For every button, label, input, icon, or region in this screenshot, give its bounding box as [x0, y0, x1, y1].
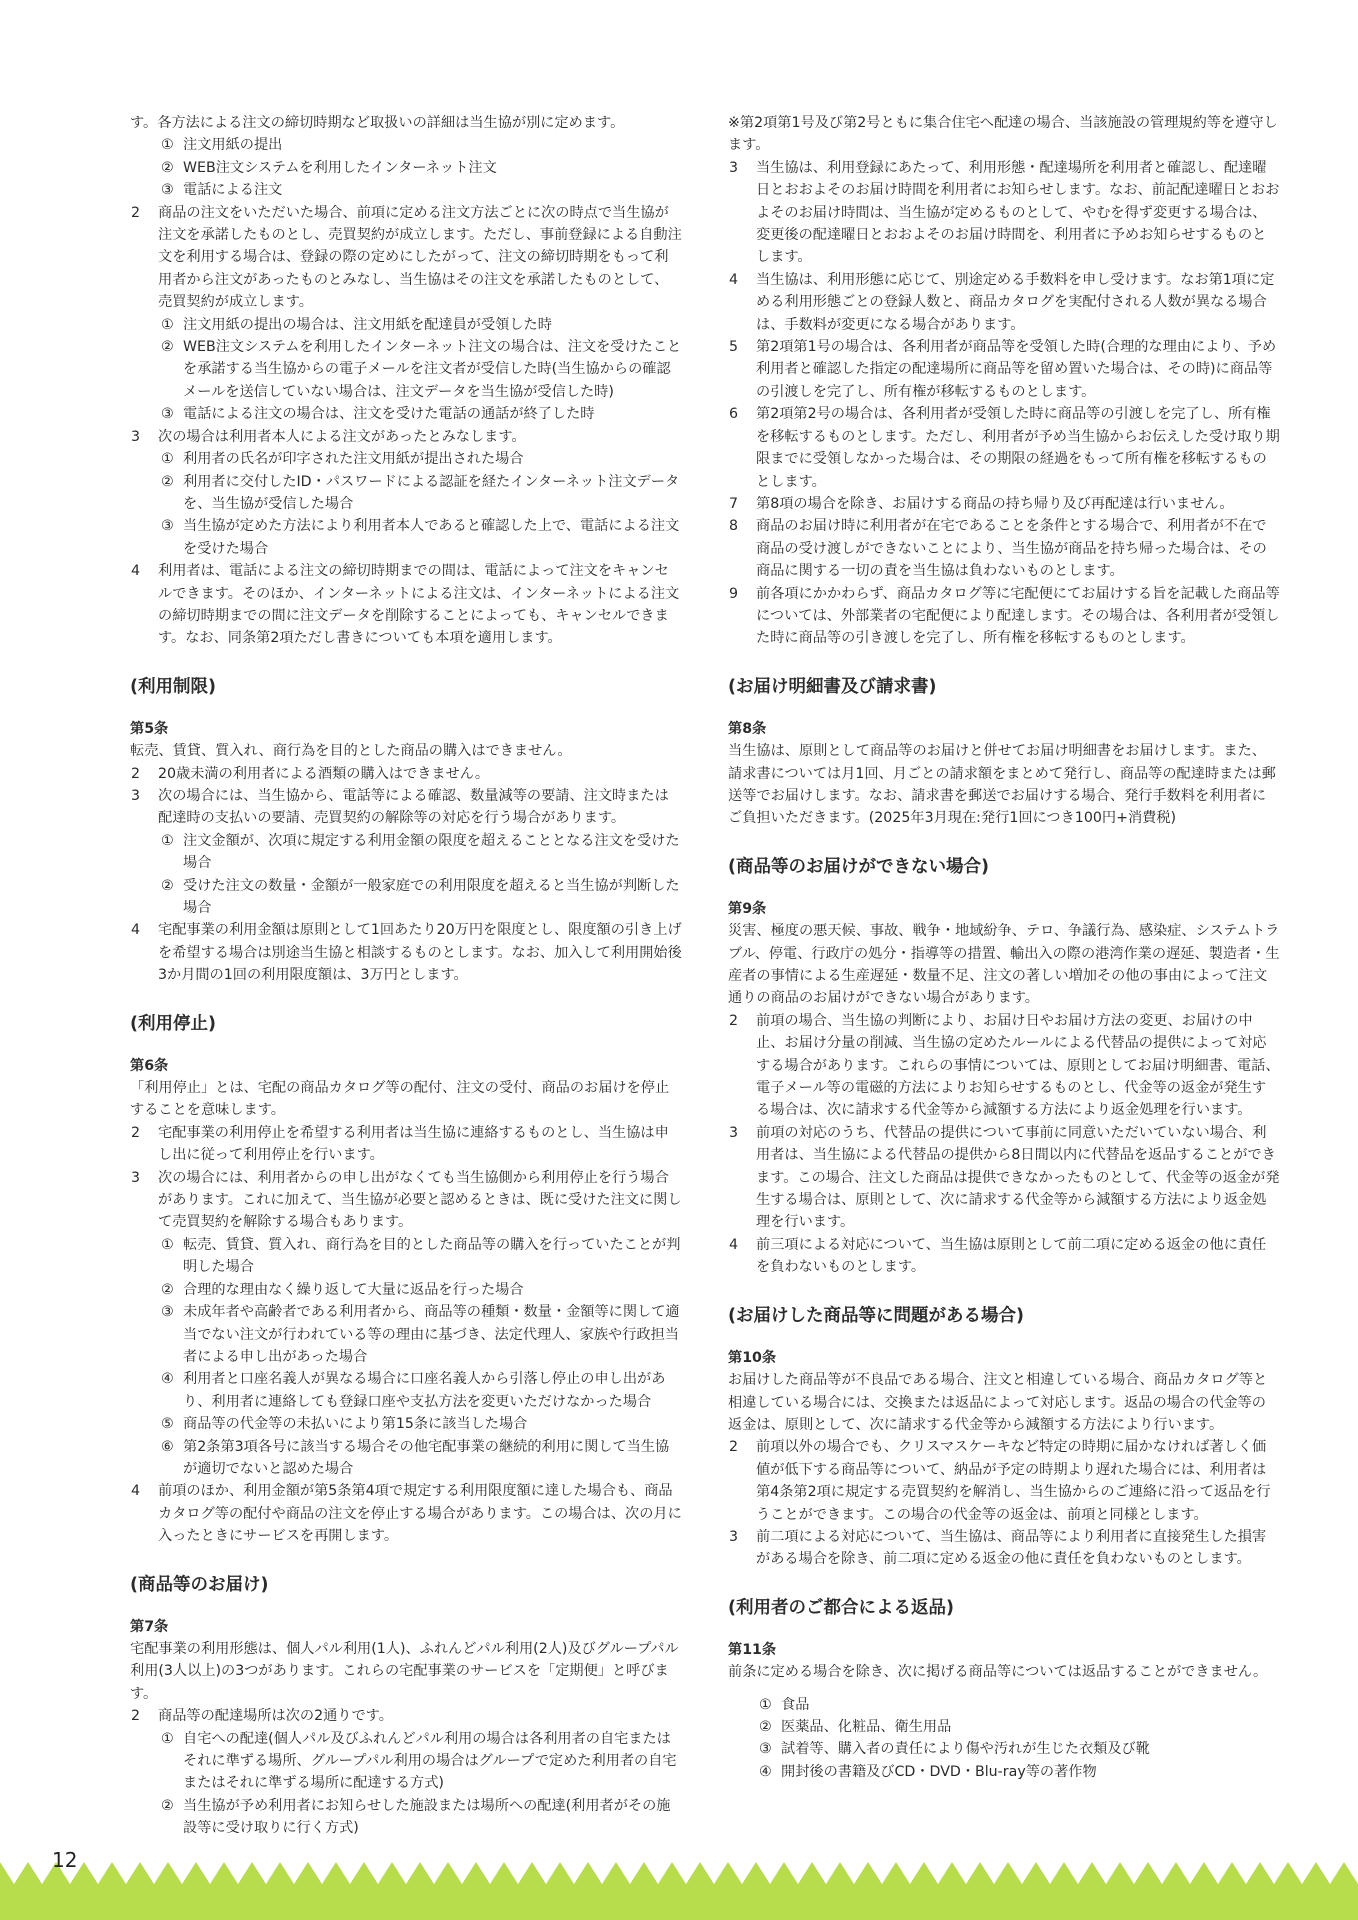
section-heading: (お届けした商品等に問題がある場合)	[728, 1305, 1024, 1326]
spacer	[728, 1684, 1280, 1694]
zigzag-shape	[0, 1862, 1358, 1920]
clause: 3 前二項による対応について、当生協は、商品等により利用者に直接発生した損害がある場合を除き、前二項に定める返金の他に責任を負わないものとします。	[729, 1528, 1267, 1568]
clause: 3 前項の対応のうち、代替品の提供について事前に同意いただいていない場合、利用者は、当生協による代替品の提供から8日間以内に代替品を返品することができます。この場合、注文した商品は提供できなかったものとして、代金等の返金が発生する場合は、原則として、次に請求する代金等から減額する方法により返金処理を行います。	[729, 1124, 1280, 1231]
clause: 4 利用者は、電話による注文の締切時期までの間は、電話によって注文をキャンセルできます。そのほか、インターネットによる注文は、インターネットによる注文の締切時期までの間に注文データを削除することによっても、キャンセルできます。なお、同条第2項ただし書きについても本項を適用します。	[131, 563, 680, 647]
right-column	[728, 112, 1280, 1783]
clause: 5 第2項第1号の場合は、各利用者が商品等を受領した時(合理的な理由により、予め利用者と確認した指定の配達場所に商品等を留め置いた場合は、その時)に商品等の引渡しを完了し、所有権が移転するものとします。	[729, 339, 1277, 400]
section-heading: (利用者のご都合による返品)	[728, 1597, 954, 1618]
clause: 4 前三項による対応について、当生協は原則として前二項に定める返金の他に責任を負わないものとします。	[729, 1236, 1267, 1276]
clause: 8 商品のお届け時に利用者が在宅であることを条件とする場合で、利用者が不在で商品の受け渡しができないことにより、当生協が商品を持ち帰った場合は、その商品に関する一切の責を当生協は負わないものとします。	[729, 518, 1267, 580]
section-heading: (利用停止)	[130, 1013, 216, 1034]
article-body: 災害、極度の悪天候、事故、戦争・地域紛争、テロ、争議行為、感染症、システムトラブル、停電、行政庁の処分・指導等の措置、輸出入の際の港湾作業の遅延、製造者・生産者の事情による生産遅延・数量不足、注文の著しい増加その他の事由によって注文通りの商品のお届けができない場合があります。	[728, 923, 1280, 1007]
article-body: 転売、賃貸、質入れ、商行為を目的とした商品の購入はできません。	[130, 743, 572, 760]
note-text: ※第2項第1号及び第2号ともに集合住宅へ配達の場合、当該施設の管理規約等を遵守します。	[728, 115, 1278, 154]
clause: 3 当生協は、利用登録にあたって、利用形態・配達場所を利用者と確認し、配達曜日とおおよそのお届け時間を利用者にお知らせします。なお、前記配達曜日とおおよそのお届け時間は、当生協が定めるものとして、やむを得ず変更する場合は、変更後の配達曜日とおおよそのお届け時間を、利用者に予めお知らせするものとします。	[729, 159, 1280, 266]
article-body: お届けした商品等が不良品である場合、注文と相違している場合、商品カタログ等と相違している場合には、交換または返品によって対応します。返品の場合の代金等の返金は、原則として、次に請求する代金等から減額する方法により行います。	[728, 1372, 1268, 1433]
list-item: ② WEB注文システムを利用したインターネット注文の場合は、注文を受けたことを承諾する当生協からの電子メールを注文者が受信した時(当生協からの確認メールを送信していない場合は、注文データを当生協が受信した時)	[161, 339, 682, 400]
clause: 4 当生協は、利用形態に応じて、別途定める手数料を申し受けます。なお第1項に定める利用形態ごとの登録人数と、商品カタログを実配付される人数が異なる場合は、手数料が変更になる場合があります。	[729, 271, 1275, 333]
intro-text: す。各方法による注文の締切時期など取扱いの詳細は当生協が別に定めます。	[130, 115, 625, 131]
clause: 7 第8項の場合を除き、お届けする商品の持ち帰り及び再配達は行いません。	[729, 495, 1234, 512]
list-item: ④ 開封後の書籍及びCD・DVD・Blu-ray等の著作物	[759, 1763, 1097, 1780]
clause: 4 前項のほか、利用金額が第5条第4項で規定する利用限度額に達した場合も、商品カタログ等の配付や商品の注文を停止する場合があります。この場合は、次の月に入ったときにサービスを再開します。	[131, 1483, 682, 1545]
list-item: ② WEB注文システムを利用したインターネット注文	[161, 159, 497, 176]
list-item: ⑤ 商品等の代金等の未払いにより第15条に該当した場合	[161, 1416, 528, 1433]
clause: 6 第2項第2号の場合は、各利用者が受領した時に商品等の引渡しを完了し、所有権を移転するものとします。ただし、利用者が予め当生協からお伝えした受け取り期限までに受領しなかった場合は、その期限の経過をもって所有権を移転するものとします。	[729, 406, 1280, 490]
list-item: ③ 電話による注文の場合は、注文を受けた電話の通話が終了した時	[161, 406, 595, 423]
article-number: 第5条	[130, 720, 169, 737]
list-item: ① 注文金額が、次項に規定する利用金額の限度を超えることとなる注文を受けた場合	[161, 832, 680, 872]
section-heading: (商品等のお届けができない場合)	[728, 856, 989, 877]
list-item: ① 食品	[759, 1696, 810, 1713]
clause: 2 商品の注文をいただいた場合、前項に定める注文方法ごとに次の時点で当生協が注文を承諾したものとし、売買契約が成立します。ただし、事前登録による自動注文を利用する場合は、登録の際の定めにしたがって、注文の締切時期をもって利用者から注文があったものとみなし、当生協はその注文を承諾したものとして、売買契約が成立します。	[131, 204, 682, 311]
clause: 2 宅配事業の利用停止を希望する利用者は当生協に連絡するものとし、当生協は申し出に従って利用停止を行います。	[131, 1124, 669, 1164]
article-body: 「利用停止」とは、宅配の商品カタログ等の配付、注文の受付、商品のお届けを停止することを意味します。	[130, 1080, 670, 1119]
section-heading: (お届け明細書及び請求書)	[728, 676, 937, 697]
article-body: 当生協は、原則として商品等のお届けと併せてお届け明細書をお届けします。また、請求書については月1回、月ごとの請求額をまとめて発行し、商品等の配達時または郵送等でお届けします。なお、請求書を郵送でお届けする場合、発行手数料を利用者にご負担いただきます。(2025年3月現在:発行1回につき100円+消費税)	[728, 743, 1276, 827]
page-number: 12	[52, 1848, 78, 1872]
list-item: ② 受けた注文の数量・金額が一般家庭での利用限度を超えると当生協が判断した場合	[161, 877, 680, 916]
clause: 3 次の場合には、利用者からの申し出がなくても当生協側から利用停止を行う場合があります。これに加えて、当生協が必要と認めるときは、既に受けた注文に関して売買契約を解除する場合もあります。	[131, 1169, 682, 1231]
list-item: ① 自宅への配達(個人パル及びふれんどパル利用の場合は各利用者の自宅またはそれに準ずる場所、グループパル利用の場合はグループで定めた利用者の自宅またはそれに準ずる場所に配達する方式)	[161, 1730, 677, 1792]
article-body: 前条に定める場合を除き、次に掲げる商品等については返品することができません。	[728, 1664, 1268, 1681]
clause: 2 20歳未満の利用者による酒類の購入はできません。	[131, 765, 490, 782]
clause: 4 宅配事業の利用金額は原則として1回あたり20万円を限度とし、限度額の引き上げを希望する場合は別途当生協と相談するものとします。なお、加入して利用開始後3か月間の1回の利用限度額は、3万円とします。	[131, 922, 682, 984]
list-item: ③ 未成年者や高齢者である利用者から、商品等の種類・数量・金額等に関して適当でない注文が行われている等の理由に基づき、法定代理人、家族や行政担当者による申し出があった場合	[161, 1304, 680, 1365]
list-item: ① 注文用紙の提出	[161, 137, 283, 154]
clause: 2 商品等の配達場所は次の2通りです。	[131, 1708, 393, 1725]
clause: 3 次の場合は利用者本人による注文があったとみなします。	[131, 428, 526, 445]
list-item: ③ 試着等、購入者の責任により傷や汚れが生じた衣類及び靴	[759, 1741, 1150, 1758]
list-item: ② 利用者に交付したID・パスワードによる認証を経たインターネット注文データを、当生協が受信した場合	[161, 473, 680, 512]
article-number: 第6条	[130, 1057, 169, 1074]
list-item: ③ 電話による注文	[161, 182, 283, 199]
clause: 9 前各項にかかわらず、商品カタログ等に宅配便にてお届けする旨を記載した商品等については、外部業者の宅配便により配達します。その場合は、各利用者が受領した時に商品等の引き渡しを完了し、所有権を移転するものとします。	[729, 585, 1280, 647]
list-item: ③ 当生協が定めた方法により利用者本人であると確認した上で、電話による注文を受けた場合	[161, 518, 680, 557]
list-item: ② 当生協が予め利用者にお知らせした施設または場所への配達(利用者がその施設等に受け取りに行く方式)	[161, 1797, 671, 1837]
article-number: 第11条	[728, 1641, 777, 1658]
section-heading: (利用制限)	[130, 676, 216, 697]
article-number: 第8条	[728, 720, 767, 737]
list-item: ① 利用者の氏名が印字された注文用紙が提出された場合	[161, 451, 524, 468]
article-number: 第9条	[728, 900, 767, 917]
section-heading: (商品等のお届け)	[130, 1574, 269, 1595]
article-body: 宅配事業の利用形態は、個人パル利用(1人)、ふれんどパル利用(2人)及びグループパル利用(3人以上)の3つがあります。これらの宅配事業のサービスを「定期便」と呼びます。	[130, 1640, 679, 1702]
list-item: ① 転売、賃貸、質入れ、商行為を目的とした商品等の購入を行っていたことが判明した場合	[161, 1236, 681, 1276]
footer-zigzag-band	[0, 1854, 1358, 1920]
order-methods	[130, 134, 682, 201]
clause: 2 前項の場合、当生協の判断により、お届け日やお届け方法の変更、お届けの中止、お届け分量の削減、当生協の定めたルールによる代替品の提供によって対応する場合があります。これらの事情については、原則としてお届け明細書、電話、電子メール等の電磁的方法によりお知らせするものとし、代金等の返金が発生する場合は、次に請求する代金等から減額する方法により返金処理を行います。	[729, 1012, 1280, 1119]
list-item: ② 合理的な理由なく繰り返して大量に返品を行った場合	[161, 1281, 524, 1298]
list-item: ② 医薬品、化粧品、衛生用品	[759, 1718, 952, 1735]
list-item: ① 注文用紙の提出の場合は、注文用紙を配達員が受領した時	[161, 316, 552, 333]
list-item: ④ 利用者と口座名義人が異なる場合に口座名義人から引落し停止の申し出があり、利用者に連絡しても登録口座や支払方法を変更いただけなかった場合	[161, 1371, 666, 1410]
list-item: ⑥ 第2条第3項各号に該当する場合その他宅配事業の継続的利用に関して当生協が適切でないと認めた場合	[161, 1438, 670, 1477]
article-number: 第10条	[728, 1349, 777, 1366]
clause: 2 前項以外の場合でも、クリスマスケーキなど特定の時期に届かなければ著しく価値が低下する商品等について、納品が予定の時期より遅れた場合には、利用者は第4条第2項に規定する売買契約を解消し、当生協からのご連絡に沿って返品を行うことができます。この場合の代金等の返金は、前項と同様とします。	[729, 1439, 1271, 1523]
article-number: 第7条	[130, 1618, 169, 1635]
clause: 3 次の場合には、当生協から、電話等による確認、数量減等の要請、注文時または配達時の支払いの要請、売買契約の解除等の対応を行う場合があります。	[131, 787, 669, 827]
left-column	[130, 112, 682, 1840]
